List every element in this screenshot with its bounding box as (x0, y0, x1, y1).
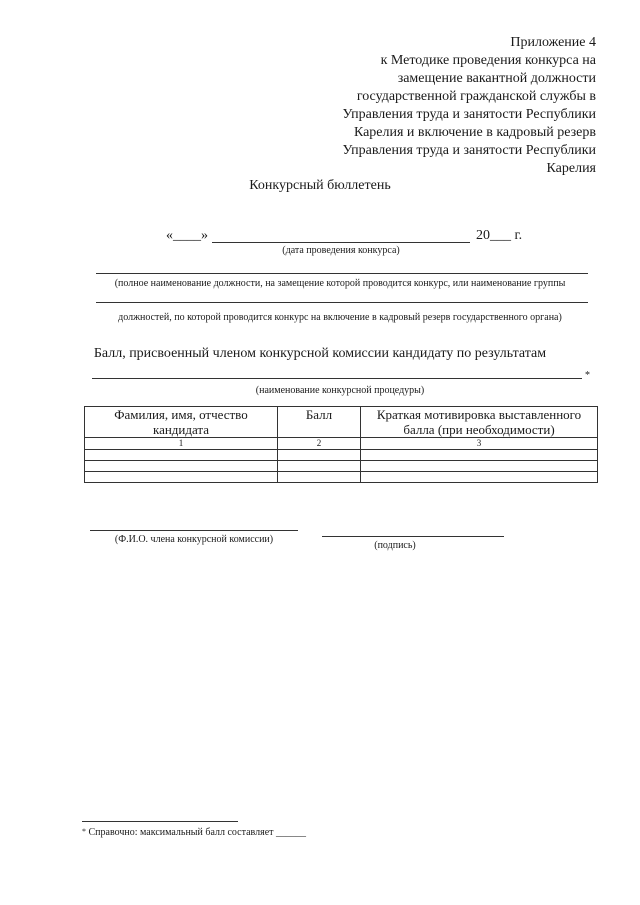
date-day-field: «____» (166, 228, 208, 243)
table-cell[interactable] (361, 450, 598, 461)
table-cell[interactable] (85, 450, 278, 461)
position-caption-line1: (полное наименование должности, на замещение которой проводится конкурс, или наименование группы (114, 278, 566, 289)
table-cell[interactable] (278, 450, 361, 461)
table-number-row (85, 438, 598, 450)
appendix-header (300, 34, 596, 178)
date-underline (212, 242, 470, 243)
appendix-line: Управления труда и занятости Республики (342, 107, 596, 122)
footnote (82, 827, 306, 838)
table-header-row (85, 407, 598, 438)
appendix-line: государственной гражданской службы в (356, 89, 596, 104)
footnote-mark: * (82, 827, 86, 836)
name-underline (90, 530, 298, 531)
position-underline (96, 273, 588, 274)
procedure-underline (92, 378, 582, 379)
column-number: 1 (85, 438, 278, 450)
position-caption-line2: должностей, по которой проводится конкурс на включение в кадровый резерв государственного органа) (118, 312, 562, 323)
table-cell[interactable] (85, 461, 278, 472)
table-cell[interactable] (361, 461, 598, 472)
appendix-line: Управления труда и занятости Республики (342, 143, 596, 158)
signature-sign-caption: (подпись) (374, 540, 416, 551)
sign-underline (322, 536, 504, 537)
table-row (85, 461, 598, 472)
procedure-asterisk: * (585, 370, 590, 381)
table-cell[interactable] (361, 472, 598, 483)
header-candidate-name: Фамилия, имя, отчество кандидата (85, 407, 278, 438)
column-number: 2 (278, 438, 361, 450)
table-cell[interactable] (278, 472, 361, 483)
document-title: Конкурсный бюллетень (249, 178, 391, 193)
appendix-line: Карелия и включение в кадровый резерв (353, 125, 596, 140)
score-heading: Балл, присвоенный членом конкурсной комиссии кандидату по результатам (93, 346, 547, 361)
column-number: 3 (361, 438, 598, 450)
table-row (85, 450, 598, 461)
footnote-text: Справочно: максимальный балл составляет ______ (88, 827, 307, 838)
signature-name-caption: (Ф.И.О. члена конкурсной комиссии) (114, 534, 274, 545)
header-score: Балл (278, 407, 361, 438)
candidate-table (84, 406, 598, 483)
procedure-caption: (наименование конкурсной процедуры) (255, 385, 425, 396)
table-cell[interactable] (278, 461, 361, 472)
appendix-line: Приложение 4 (510, 35, 596, 50)
footnote-separator (82, 821, 238, 822)
appendix-line: замещение вакантной должности (397, 71, 596, 86)
appendix-line: к Методике проведения конкурса на (380, 53, 596, 68)
position-underline-2 (96, 302, 588, 303)
appendix-line: Карелия (546, 161, 596, 176)
header-motivation: Краткая мотивировка выставленного балла (при необходимости) (361, 407, 598, 438)
date-caption: (дата проведения конкурса) (282, 245, 400, 256)
table-cell[interactable] (85, 472, 278, 483)
date-year-field: 20___ г. (476, 228, 523, 243)
table-row (85, 472, 598, 483)
